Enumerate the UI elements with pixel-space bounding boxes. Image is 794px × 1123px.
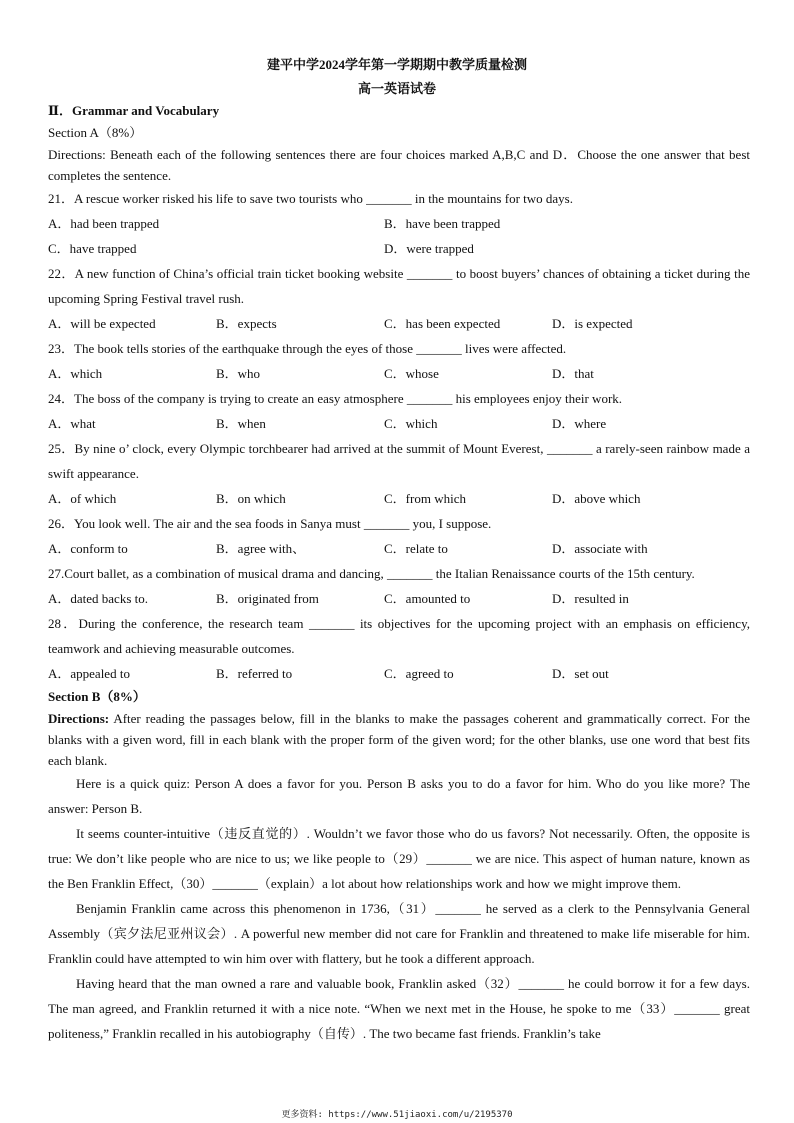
option: B．agree with、	[216, 541, 306, 556]
option: A．of which	[48, 491, 117, 506]
option: C．which	[384, 416, 438, 431]
option: B．who	[216, 366, 261, 381]
option: C．amounted to	[384, 591, 471, 606]
option: B．have been trapped	[384, 216, 501, 231]
option: B．expects	[216, 316, 277, 331]
option: D．set out	[552, 666, 609, 681]
option: A．will be expected	[48, 316, 156, 331]
question-options	[48, 536, 750, 561]
option: D．associate with	[552, 541, 648, 556]
option: B．referred to	[216, 666, 293, 681]
option: D．that	[552, 366, 594, 381]
question-stem: 27.Court ballet, as a combination of musical drama and dancing, _______ the Italian Renaissance courts of the 15th century.	[48, 566, 695, 581]
directions-text: After reading the passages below, fill in the blanks to make the passages coherent and grammatically correct. For the blanks with a given word, fill in each blank with the proper form of the given word; for the other blanks, use one word that best fits each blank.	[48, 711, 750, 768]
option: A．dated backs to.	[48, 591, 149, 606]
question-options	[48, 486, 750, 511]
question-stem: 24．The boss of the company is trying to create an easy atmosphere _______ his employees enjoy their work.	[48, 391, 623, 406]
question-stem: 25．By nine o’ clock, every Olympic torchbearer had arrived at the summit of Mount Everest, _______ a rarely-seen rainbow made a swift appearance.	[48, 441, 750, 481]
directions-label: Directions:	[48, 711, 110, 726]
option: D．above which	[552, 491, 641, 506]
option: D．where	[552, 416, 607, 431]
question-stem: 28．During the conference, the research team _______ its objectives for the upcoming project with an emphasis on efficiency, teamwork and achieving measurable outcomes.	[48, 616, 750, 656]
option: C．have trapped	[48, 241, 137, 256]
part-heading: Ⅱ．Grammar and Vocabulary	[48, 103, 220, 118]
option: B．when	[216, 416, 266, 431]
option: C．has been expected	[384, 316, 501, 331]
exam-title: 建平中学2024学年第一学期期中教学质量检测	[266, 57, 527, 72]
question-stem: 22．A new function of China’s official train ticket booking website _______ to boost buyers’ chances of obtaining a ticket during the upcoming Spring Festival travel rush.	[48, 266, 750, 306]
option: C．agreed to	[384, 666, 454, 681]
passage-paragraph: Benjamin Franklin came across this phenomenon in 1736,（31）_______ he served as a clerk to the Pennsylvania General Assembly（宾夕法尼亚州议会）. A powerful new member did not care for Franklin and threatened to make life miserable for him. Franklin could have attempted to win him over with flattery, but he took a different approach.	[48, 901, 750, 966]
option: C．whose	[384, 366, 439, 381]
section-a-heading: Section A（8%）	[48, 125, 143, 140]
question-options	[48, 236, 750, 261]
option: D．were trapped	[384, 241, 474, 256]
option: A．what	[48, 416, 96, 431]
question-stem: 21．A rescue worker risked his life to save two tourists who _______ in the mountains for two days.	[48, 191, 573, 206]
option: A．had been trapped	[48, 216, 160, 231]
exam-subtitle: 高一英语试卷	[357, 81, 436, 96]
question-options	[48, 361, 750, 386]
option: C．relate to	[384, 541, 448, 556]
exam-content	[48, 100, 750, 1046]
question-options	[48, 411, 750, 436]
passage-paragraph: Here is a quick quiz: Person A does a favor for you. Person B asks you to do a favor for him. Who do you like more? The answer: Person B.	[48, 776, 750, 816]
question-stem: 26．You look well. The air and the sea foods in Sanya must _______ you, I suppose.	[48, 516, 492, 531]
passage-paragraph: Having heard that the man owned a rare and valuable book, Franklin asked（32）_______ he could borrow it for a few days. The man agreed, and Franklin returned it with a nice note. “When we next met in the House, he spoke to me（33）_______ great politeness,” Franklin recalled in his autobiography（自传）. The two became fast friends. Franklin’s take	[48, 976, 750, 1041]
option: B．originated from	[216, 591, 319, 606]
question-options	[48, 311, 750, 336]
question-options	[48, 586, 750, 611]
section-b-directions	[48, 708, 750, 771]
section-b-heading: Section B（8%）	[48, 689, 146, 704]
passage-paragraph: It seems counter-intuitive（违反直觉的）. Wouldn’t we favor those who do us favors? Not necessarily. Often, the opposite is true: We don’t like people who are nice to us; we like people to（29）_______ we are nice. This aspect of human nature, known as the Ben Franklin Effect,（30）_______（explain）a lot about how relationships work and how we might improve them.	[48, 826, 750, 891]
option: A．conform to	[48, 541, 128, 556]
option: C．from which	[384, 491, 466, 506]
question-options	[48, 661, 750, 686]
option: D．resulted in	[552, 591, 629, 606]
option: B．on which	[216, 491, 286, 506]
footer-source-link[interactable]: 更多资料: https://www.51jiaoxi.com/u/2195370	[281, 1110, 513, 1120]
option: A．which	[48, 366, 103, 381]
option: A．appealed to	[48, 666, 130, 681]
section-a-directions: Directions: Beneath each of the following sentences there are four choices marked A,B,C and D．Choose the one answer that best completes the sentence.	[48, 147, 750, 183]
option: D．is expected	[552, 316, 633, 331]
question-stem: 23．The book tells stories of the earthquake through the eyes of those _______ lives were affected.	[48, 341, 567, 356]
question-options	[48, 211, 750, 236]
